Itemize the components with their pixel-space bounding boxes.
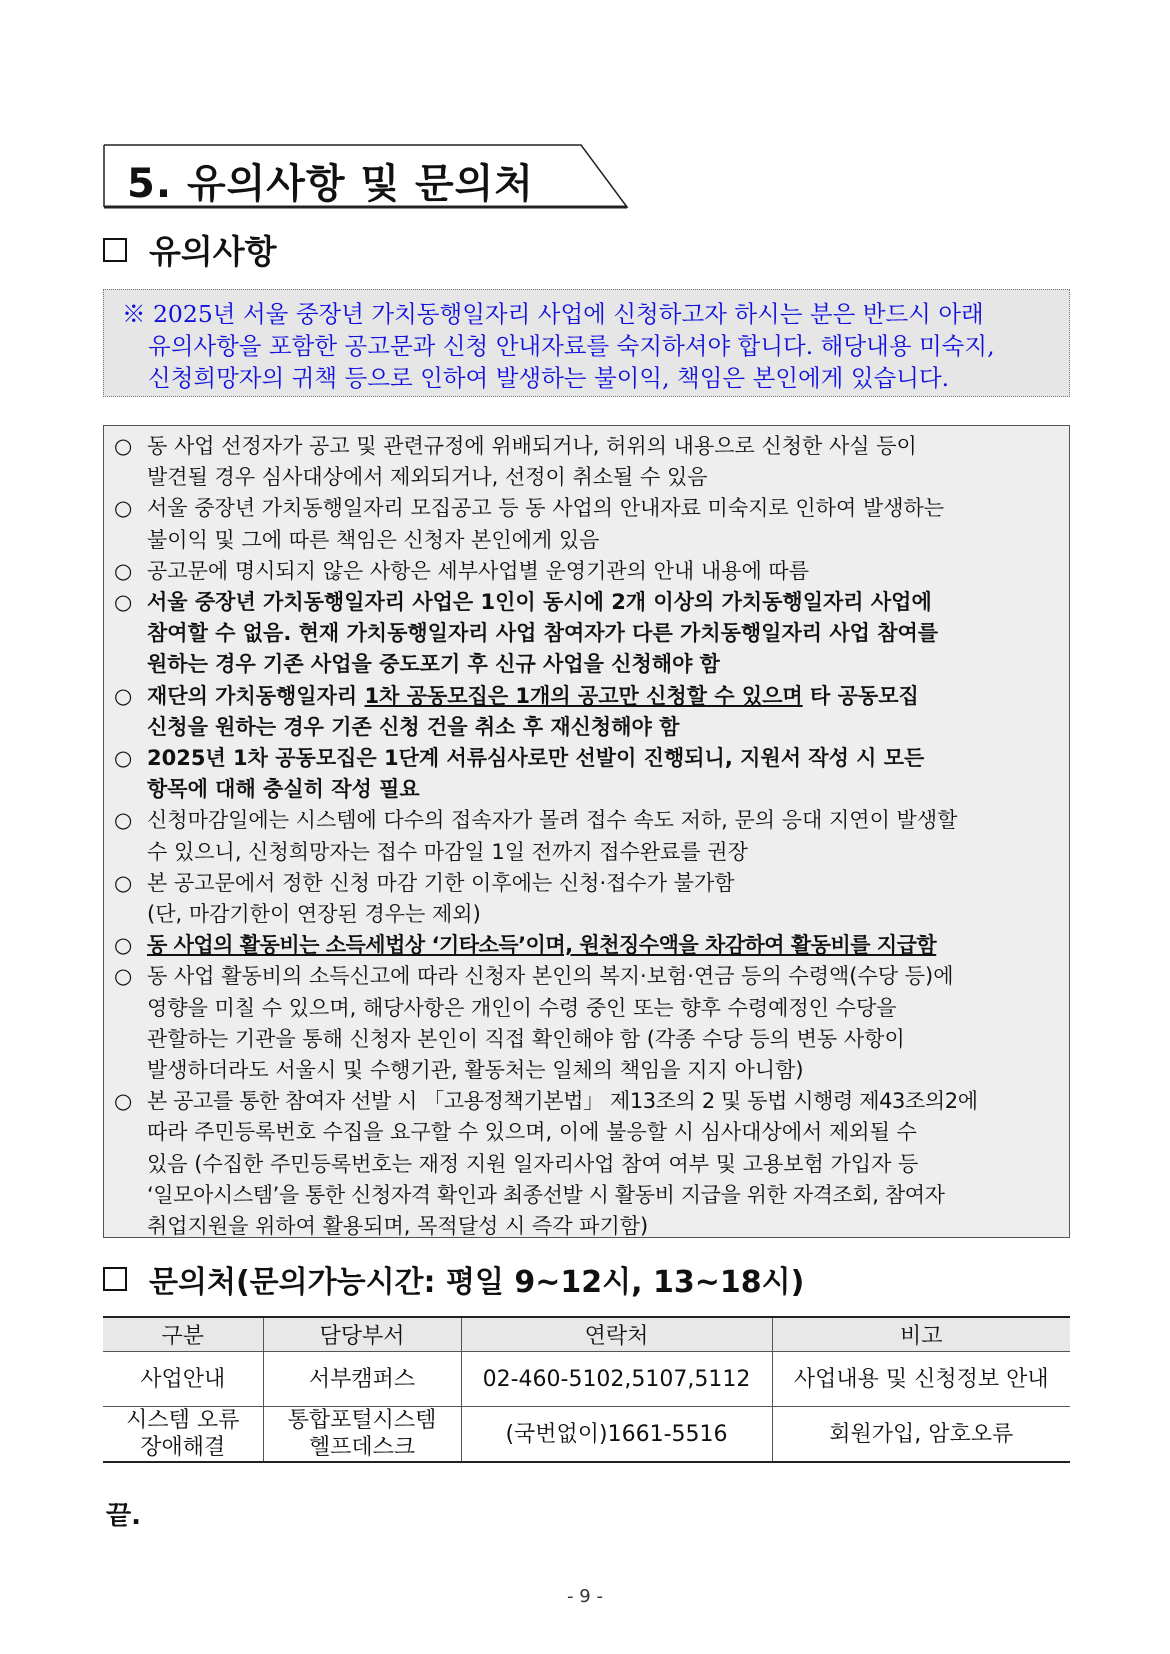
list-item (114, 868, 1059, 930)
item-line: 신청마감일에는 시스템에 다수의 접속자가 몰려 접수 속도 저하, 문의 응대 지연이 발생할 (147, 808, 958, 833)
column-header: 연락처 (461, 1317, 772, 1352)
list-item (114, 743, 1059, 805)
page-number: - 9 - (567, 1586, 603, 1607)
table-cell (103, 1352, 263, 1407)
item-line: 참여할 수 없음. 현재 가치동행일자리 사업 참여자가 다른 가치동행일자리 사업 참여를 (147, 621, 939, 646)
cell-text: 통합포털시스템 (287, 1408, 437, 1433)
list-item (114, 681, 1059, 743)
column-header: 담당부서 (263, 1317, 461, 1352)
list-item (114, 587, 1059, 681)
item-line (147, 681, 1059, 712)
item-line: 따라 주민등록번호 수집을 요구할 수 있으며, 이에 불응할 시 심사대상에서 제외될 수 (147, 1120, 917, 1145)
list-item (114, 431, 1059, 493)
circle-bullet-icon: ○ (114, 964, 133, 989)
item-line: 관할하는 기관을 통해 신청자 본인이 직접 확인해야 함 (각종 수당 등의 변동 사항이 (147, 1026, 905, 1051)
checkbox-icon (103, 238, 127, 262)
notice-line: 유의사항을 포함한 공고문과 신청 안내자료를 숙지하셔야 합니다. 해당내용 미숙지, (148, 332, 995, 360)
list-item (114, 961, 1059, 1086)
table-row (103, 1352, 1070, 1407)
notice-line: ※ 2025년 서울 중장년 가치동행일자리 사업에 신청하고자 하시는 분은 반드시 아래 (122, 300, 984, 328)
item-text: 타 공동모집 (802, 683, 919, 708)
table-cell: (국번없이)1661-5516 (461, 1407, 772, 1463)
item-line: 2025년 1차 공동모집은 1단계 서류심사로만 선발이 진행되니, 지원서 작성 시 모든 (147, 746, 925, 771)
circle-bullet-icon: ○ (114, 496, 133, 521)
cell-text: 장애해결 (140, 1435, 226, 1460)
notice-box (103, 289, 1070, 397)
precaution-list (103, 425, 1070, 1238)
item-line: ‘일모아시스템’을 통한 신청자격 확인과 최종선발 시 활동비 지급을 위한 자격조회, 참여자 (147, 1182, 945, 1207)
section-title-box (103, 144, 633, 210)
list-item (114, 1086, 1059, 1242)
end-mark: 끝. (106, 1501, 141, 1531)
cell-text: 사업안내 (140, 1366, 226, 1392)
item-line: 동 사업 선정자가 공고 및 관련규정에 위배되거나, 허위의 내용으로 신청한 사실 등이 (147, 434, 917, 458)
item-line: 발견될 경우 심사대상에서 제외되거나, 선정이 취소될 수 있음 (147, 465, 708, 490)
item-line: 항목에 대해 충실히 작성 필요 (147, 777, 420, 802)
item-line: 서울 중장년 가치동행일자리 사업은 1인이 동시에 2개 이상의 가치동행일자리 사업에 (147, 590, 932, 615)
column-header: 구분 (103, 1317, 263, 1352)
item-line: 발생하더라도 서울시 및 수행기관, 활동처는 일체의 책임을 지지 아니함) (147, 1058, 804, 1083)
contact-heading-text: 문의처(문의가능시간: 평일 9~12시, 13~18시) (149, 1265, 805, 1300)
list-item (114, 493, 1059, 555)
cell-text: 시스템 오류 (126, 1408, 240, 1433)
table-header-row (103, 1317, 1070, 1352)
circle-bullet-icon: ○ (114, 683, 133, 708)
item-line: 서울 중장년 가치동행일자리 모집공고 등 동 사업의 안내자료 미숙지로 인하여 발생하는 (147, 496, 945, 521)
item-line: 신청을 원하는 경우 기존 신청 건을 취소 후 재신청해야 함 (147, 714, 680, 739)
table-cell (263, 1352, 461, 1407)
notice-line: 신청희망자의 귀책 등으로 인하여 발생하는 불이익, 책임은 본인에게 있습니다. (148, 364, 950, 392)
checkbox-icon (103, 1267, 127, 1291)
section-title: 5. 유의사항 및 문의처 (127, 161, 534, 207)
item-line: 원하는 경우 기존 사업을 중도포기 후 신규 사업을 신청해야 함 (147, 652, 720, 677)
item-text: 재단의 가치동행일자리 (147, 683, 365, 708)
item-line: 불이익 및 그에 따른 책임은 신청자 본인에게 있음 (147, 527, 600, 552)
cell-text: 서부캠퍼스 (308, 1366, 416, 1392)
contact-heading (103, 1257, 804, 1301)
precautions-heading-text: 유의사항 (149, 232, 277, 271)
column-header: 비고 (772, 1317, 1070, 1352)
precautions-heading (103, 226, 277, 273)
item-line: 공고문에 명시되지 않은 사항은 세부사업별 운영기관의 안내 내용에 따름 (147, 558, 809, 583)
circle-bullet-icon: ○ (114, 808, 133, 833)
circle-bullet-icon: ○ (114, 933, 133, 958)
cell-text: 헬프데스크 (308, 1435, 416, 1460)
table-cell (263, 1407, 461, 1463)
table-cell (103, 1407, 263, 1463)
circle-bullet-icon: ○ (114, 746, 133, 771)
circle-bullet-icon: ○ (114, 558, 133, 583)
contact-table (103, 1316, 1070, 1463)
list-item (114, 930, 1059, 961)
list-item (114, 805, 1059, 867)
item-line: 동 사업의 활동비는 소득세법상 ‘기타소득’이며, 원천징수액을 차감하여 활동비를 지급함 (147, 933, 937, 958)
circle-bullet-icon: ○ (114, 870, 133, 895)
circle-bullet-icon: ○ (114, 590, 133, 615)
table-cell: 사업내용 및 신청정보 안내 (772, 1352, 1070, 1407)
table-cell: 02-460-5102,5107,5112 (461, 1352, 772, 1407)
item-line: 취업지원을 위하여 활용되며, 목적달성 시 즉각 파기함) (147, 1214, 649, 1239)
table-cell: 회원가입, 암호오류 (772, 1407, 1070, 1463)
item-line: 영향을 미칠 수 있으며, 해당사항은 개인이 수령 중인 또는 향후 수령예정인 수당을 (147, 995, 897, 1020)
underlined-text: 1차 공동모집은 1개의 공고만 신청할 수 있으며 (364, 683, 803, 708)
item-line: 본 공고를 통한 참여자 선발 시 「고용정책기본법」 제13조의 2 및 동법 시행령 제43조의2에 (147, 1089, 978, 1114)
item-line: 본 공고문에서 정한 신청 마감 기한 이후에는 신청·접수가 불가함 (147, 870, 735, 895)
circle-bullet-icon: ○ (114, 434, 133, 458)
item-line: 동 사업 활동비의 소득신고에 따라 신청자 본인의 복지·보험·연금 등의 수령액(수당 등)에 (147, 964, 954, 989)
item-line: 있음 (수집한 주민등록번호는 재정 지원 일자리사업 참여 여부 및 고용보험 가입자 등 (147, 1151, 919, 1176)
table-row (103, 1407, 1070, 1463)
item-line: (단, 마감기한이 연장된 경우는 제외) (147, 902, 481, 927)
list-item (114, 556, 1059, 587)
item-line: 수 있으니, 신청희망자는 접수 마감일 1일 전까지 접수완료를 권장 (147, 839, 748, 864)
circle-bullet-icon: ○ (114, 1089, 133, 1114)
